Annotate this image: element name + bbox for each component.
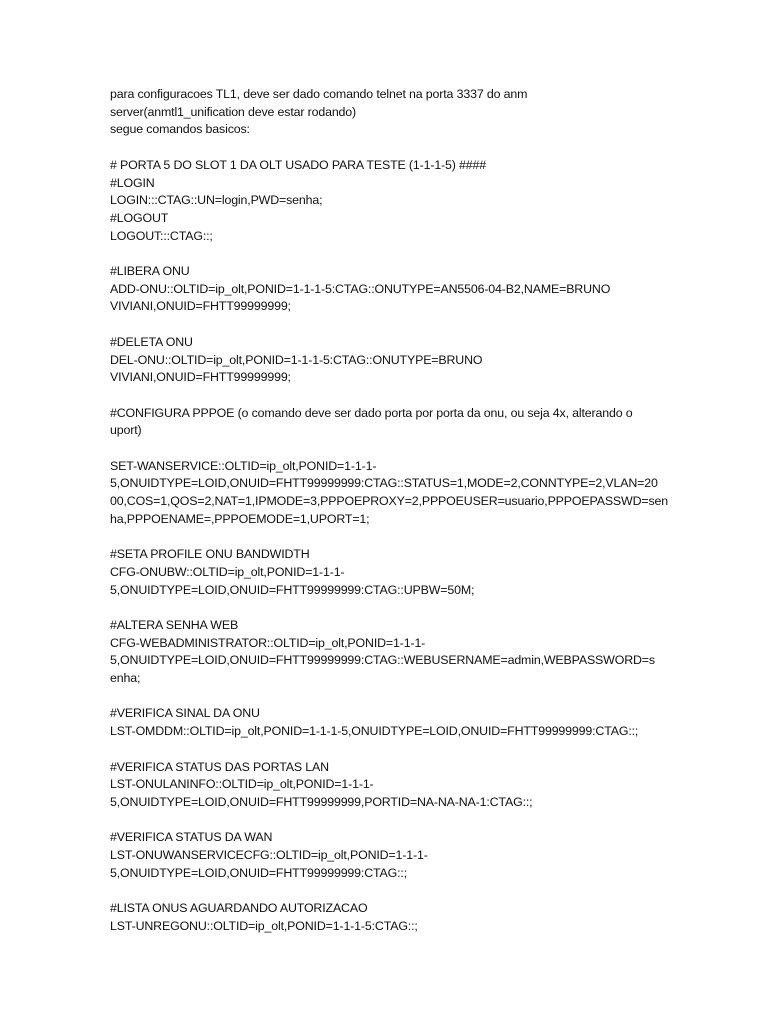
command-line: ha,PPPOENAME=,PPPOEMODE=1,UPORT=1; — [110, 511, 370, 526]
text-line: server(anmtl1_unification deve estar rodando) — [110, 104, 357, 119]
libera-onu-block — [110, 263, 670, 316]
section-heading: #LOGOUT — [110, 210, 169, 225]
command-line: LOGIN:::CTAG::UN=login,PWD=senha; — [110, 193, 323, 208]
command-line: DEL-ONU::OLTID=ip_olt,PONID=1-1-1-5:CTAG::ONUTYPE=BRUNO — [110, 352, 483, 367]
section-heading: uport) — [110, 423, 142, 438]
command-line: 00,COS=1,QOS=2,NAT=1,IPMODE=3,PPPOEPROXY=2,PPPOEUSER=usuario,PPPOEPASSWD=sen — [110, 494, 669, 509]
configura-pppoe-block — [110, 405, 670, 440]
onus-aguardando-block — [110, 900, 670, 935]
section-heading: #ALTERA SENHA WEB — [110, 617, 239, 632]
command-line: 5,ONUIDTYPE=LOID,ONUID=FHTT99999999:CTAG::; — [110, 865, 407, 880]
deleta-onu-block — [110, 334, 670, 387]
section-heading: #VERIFICA STATUS DA WAN — [110, 830, 273, 845]
sinal-onu-block — [110, 705, 670, 740]
command-line: LST-UNREGONU::OLTID=ip_olt,PONID=1-1-1-5:CTAG::; — [110, 918, 418, 933]
command-line: 5,ONUIDTYPE=LOID,ONUID=FHTT99999999:CTAG::STATUS=1,MODE=2,CONNTYPE=2,VLAN=20 — [110, 476, 658, 491]
section-heading: #LOGIN — [110, 175, 155, 190]
section-heading: #SETA PROFILE ONU BANDWIDTH — [110, 547, 310, 562]
command-line: LST-ONULANINFO::OLTID=ip_olt,PONID=1-1-1- — [110, 777, 374, 792]
command-line: LST-ONUWANSERVICECFG::OLTID=ip_olt,PONID=1-1-1- — [110, 848, 428, 863]
profile-bandwidth-block — [110, 546, 670, 599]
command-line: 5,ONUIDTYPE=LOID,ONUID=FHTT99999999:CTAG::UPBW=50M; — [110, 582, 475, 597]
portas-lan-block — [110, 759, 670, 812]
section-heading: #VERIFICA STATUS DAS PORTAS LAN — [110, 759, 329, 774]
section-heading: #LIBERA ONU — [110, 264, 190, 278]
command-line: enha; — [110, 671, 141, 686]
command-line: 5,ONUIDTYPE=LOID,ONUID=FHTT99999999,PORTID=NA-NA-NA-1:CTAG::; — [110, 794, 533, 809]
command-line: 5,ONUIDTYPE=LOID,ONUID=FHTT99999999:CTAG::WEBUSERNAME=admin,WEBPASSWORD=s — [110, 653, 655, 668]
section-heading: #LISTA ONUS AGUARDANDO AUTORIZACAO — [110, 901, 368, 916]
command-line: SET-WANSERVICE::OLTID=ip_olt,PONID=1-1-1- — [110, 458, 377, 473]
section-heading: # PORTA 5 DO SLOT 1 DA OLT USADO PARA TESTE (1-1-1-5) #### — [110, 157, 487, 172]
section-heading: #VERIFICA SINAL DA ONU — [110, 706, 260, 721]
section-heading: #DELETA ONU — [110, 334, 193, 349]
command-line: ADD-ONU::OLTID=ip_olt,PONID=1-1-1-5:CTAG::ONUTYPE=AN5506-04-B2,NAME=BRUNO — [110, 281, 611, 296]
command-line: VIVIANI,ONUID=FHTT99999999; — [110, 299, 291, 314]
intro-block — [110, 86, 670, 139]
command-line: VIVIANI,ONUID=FHTT99999999; — [110, 370, 291, 385]
text-line: segue comandos basicos: — [110, 122, 250, 137]
status-wan-block — [110, 829, 670, 882]
login-block — [110, 157, 670, 246]
command-line: LOGOUT:::CTAG::; — [110, 228, 213, 243]
set-wanservice-block — [110, 458, 670, 529]
command-line: CFG-ONUBW::OLTID=ip_olt,PONID=1-1-1- — [110, 564, 345, 579]
command-line: CFG-WEBADMINISTRATOR::OLTID=ip_olt,PONID=1-1-1- — [110, 635, 426, 650]
section-heading: #CONFIGURA PPPOE (o comando deve ser dado porta por porta da onu, ou seja 4x, alterando o — [110, 405, 633, 420]
text-line: para configuracoes TL1, deve ser dado comando telnet na porta 3337 do anm — [110, 87, 528, 101]
senha-web-block — [110, 617, 670, 688]
document-page — [110, 86, 670, 953]
command-line: LST-OMDDM::OLTID=ip_olt,PONID=1-1-1-5,ONUIDTYPE=LOID,ONUID=FHTT99999999:CTAG::; — [110, 724, 639, 739]
